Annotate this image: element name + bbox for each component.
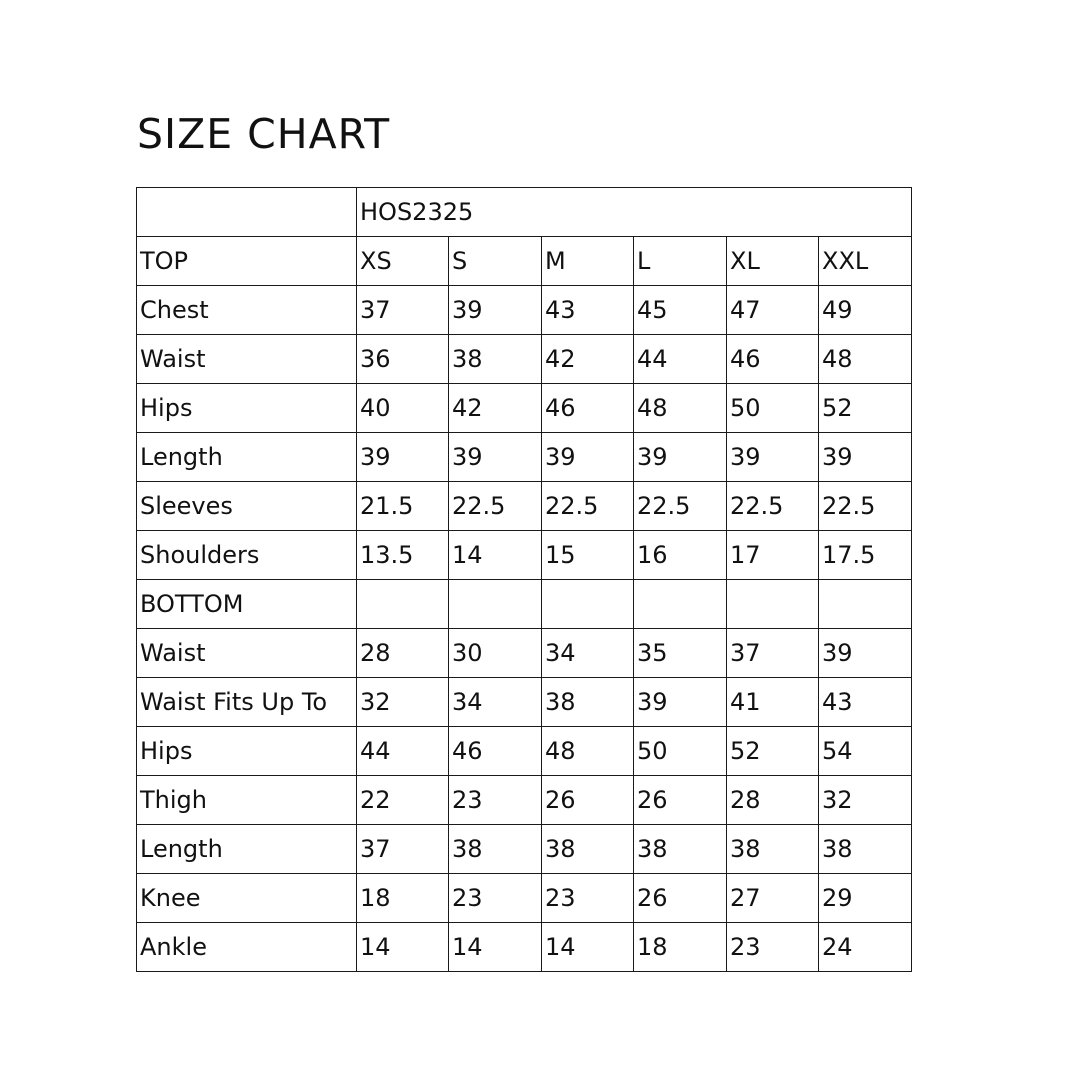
measurement-value: 50 [727, 384, 819, 433]
top-measurement-row [137, 531, 912, 580]
top-measurement-row [137, 384, 912, 433]
top-measurement-row [137, 335, 912, 384]
page-title: SIZE CHART [137, 110, 391, 158]
measurement-value: 28 [357, 629, 449, 678]
top-measurement-row [137, 433, 912, 482]
size-chart-table [136, 187, 912, 972]
measurement-value: 36 [357, 335, 449, 384]
measurement-value: 46 [449, 727, 542, 776]
measurement-value: 18 [634, 923, 727, 972]
bottom-measurement-row [137, 776, 912, 825]
measurement-value: 15 [542, 531, 634, 580]
empty-cell [357, 580, 449, 629]
measurement-value: 17 [727, 531, 819, 580]
measurement-value: 22.5 [449, 482, 542, 531]
measurement-value: 22.5 [819, 482, 912, 531]
measurement-value: 39 [634, 678, 727, 727]
measurement-value: 54 [819, 727, 912, 776]
product-code-cell: HOS2325 [357, 188, 912, 237]
section-label-top: TOP [137, 237, 357, 286]
measurement-value: 43 [542, 286, 634, 335]
bottom-measurement-row [137, 825, 912, 874]
measurement-value: 39 [449, 286, 542, 335]
measurement-value: 52 [727, 727, 819, 776]
measurement-value: 34 [449, 678, 542, 727]
measurement-value: 30 [449, 629, 542, 678]
measurement-value: 44 [357, 727, 449, 776]
measurement-value: 29 [819, 874, 912, 923]
measurement-value: 22 [357, 776, 449, 825]
measurement-value: 46 [542, 384, 634, 433]
size-chart-body [137, 188, 912, 972]
empty-cell [727, 580, 819, 629]
top-measurement-row [137, 286, 912, 335]
measurement-label: Knee [137, 874, 357, 923]
measurement-value: 38 [542, 678, 634, 727]
measurement-value: 14 [449, 531, 542, 580]
measurement-value: 35 [634, 629, 727, 678]
measurement-label: Hips [137, 384, 357, 433]
measurement-value: 26 [634, 776, 727, 825]
empty-cell [634, 580, 727, 629]
measurement-value: 46 [727, 335, 819, 384]
measurement-value: 22.5 [542, 482, 634, 531]
top-measurement-row [137, 482, 912, 531]
measurement-label: Length [137, 825, 357, 874]
measurement-value: 23 [449, 874, 542, 923]
measurement-value: 39 [357, 433, 449, 482]
size-header-row [137, 237, 912, 286]
measurement-value: 48 [819, 335, 912, 384]
measurement-label: Waist [137, 335, 357, 384]
measurement-value: 21.5 [357, 482, 449, 531]
measurement-value: 40 [357, 384, 449, 433]
measurement-value: 50 [634, 727, 727, 776]
measurement-value: 16 [634, 531, 727, 580]
measurement-label: Sleeves [137, 482, 357, 531]
measurement-value: 38 [449, 335, 542, 384]
measurement-value: 32 [819, 776, 912, 825]
measurement-value: 39 [819, 629, 912, 678]
measurement-value: 44 [634, 335, 727, 384]
measurement-value: 14 [542, 923, 634, 972]
section-label-bottom: BOTTOM [137, 580, 357, 629]
measurement-value: 39 [542, 433, 634, 482]
measurement-value: 26 [542, 776, 634, 825]
size-header-cell: S [449, 237, 542, 286]
bottom-measurement-row [137, 874, 912, 923]
measurement-value: 48 [542, 727, 634, 776]
measurement-value: 38 [542, 825, 634, 874]
measurement-value: 38 [727, 825, 819, 874]
measurement-value: 39 [727, 433, 819, 482]
measurement-label: Hips [137, 727, 357, 776]
measurement-label: Shoulders [137, 531, 357, 580]
empty-cell [819, 580, 912, 629]
bottom-measurement-row [137, 629, 912, 678]
product-code-row [137, 188, 912, 237]
measurement-value: 13.5 [357, 531, 449, 580]
measurement-value: 39 [819, 433, 912, 482]
measurement-value: 26 [634, 874, 727, 923]
size-header-cell: XS [357, 237, 449, 286]
measurement-value: 18 [357, 874, 449, 923]
bottom-measurement-row [137, 727, 912, 776]
measurement-value: 17.5 [819, 531, 912, 580]
measurement-value: 14 [449, 923, 542, 972]
measurement-label: Waist Fits Up To [137, 678, 357, 727]
measurement-value: 45 [634, 286, 727, 335]
measurement-value: 22.5 [634, 482, 727, 531]
empty-cell [542, 580, 634, 629]
size-header-cell: XXL [819, 237, 912, 286]
measurement-value: 28 [727, 776, 819, 825]
measurement-value: 48 [634, 384, 727, 433]
measurement-value: 23 [727, 923, 819, 972]
measurement-value: 22.5 [727, 482, 819, 531]
measurement-value: 52 [819, 384, 912, 433]
measurement-value: 49 [819, 286, 912, 335]
measurement-label: Ankle [137, 923, 357, 972]
measurement-value: 37 [727, 629, 819, 678]
size-header-cell: L [634, 237, 727, 286]
empty-cell [449, 580, 542, 629]
measurement-value: 37 [357, 825, 449, 874]
measurement-value: 42 [542, 335, 634, 384]
measurement-value: 38 [449, 825, 542, 874]
measurement-value: 27 [727, 874, 819, 923]
measurement-value: 23 [542, 874, 634, 923]
measurement-value: 38 [819, 825, 912, 874]
bottom-measurement-row [137, 923, 912, 972]
size-header-cell: M [542, 237, 634, 286]
measurement-value: 34 [542, 629, 634, 678]
measurement-label: Waist [137, 629, 357, 678]
measurement-value: 38 [634, 825, 727, 874]
measurement-value: 41 [727, 678, 819, 727]
measurement-value: 47 [727, 286, 819, 335]
measurement-label: Chest [137, 286, 357, 335]
measurement-value: 23 [449, 776, 542, 825]
empty-corner-cell [137, 188, 357, 237]
measurement-value: 14 [357, 923, 449, 972]
measurement-value: 32 [357, 678, 449, 727]
size-header-cell: XL [727, 237, 819, 286]
bottom-section-header-row [137, 580, 912, 629]
measurement-label: Thigh [137, 776, 357, 825]
measurement-value: 39 [634, 433, 727, 482]
measurement-value: 43 [819, 678, 912, 727]
bottom-measurement-row [137, 678, 912, 727]
measurement-value: 24 [819, 923, 912, 972]
measurement-value: 42 [449, 384, 542, 433]
measurement-value: 39 [449, 433, 542, 482]
measurement-value: 37 [357, 286, 449, 335]
measurement-label: Length [137, 433, 357, 482]
